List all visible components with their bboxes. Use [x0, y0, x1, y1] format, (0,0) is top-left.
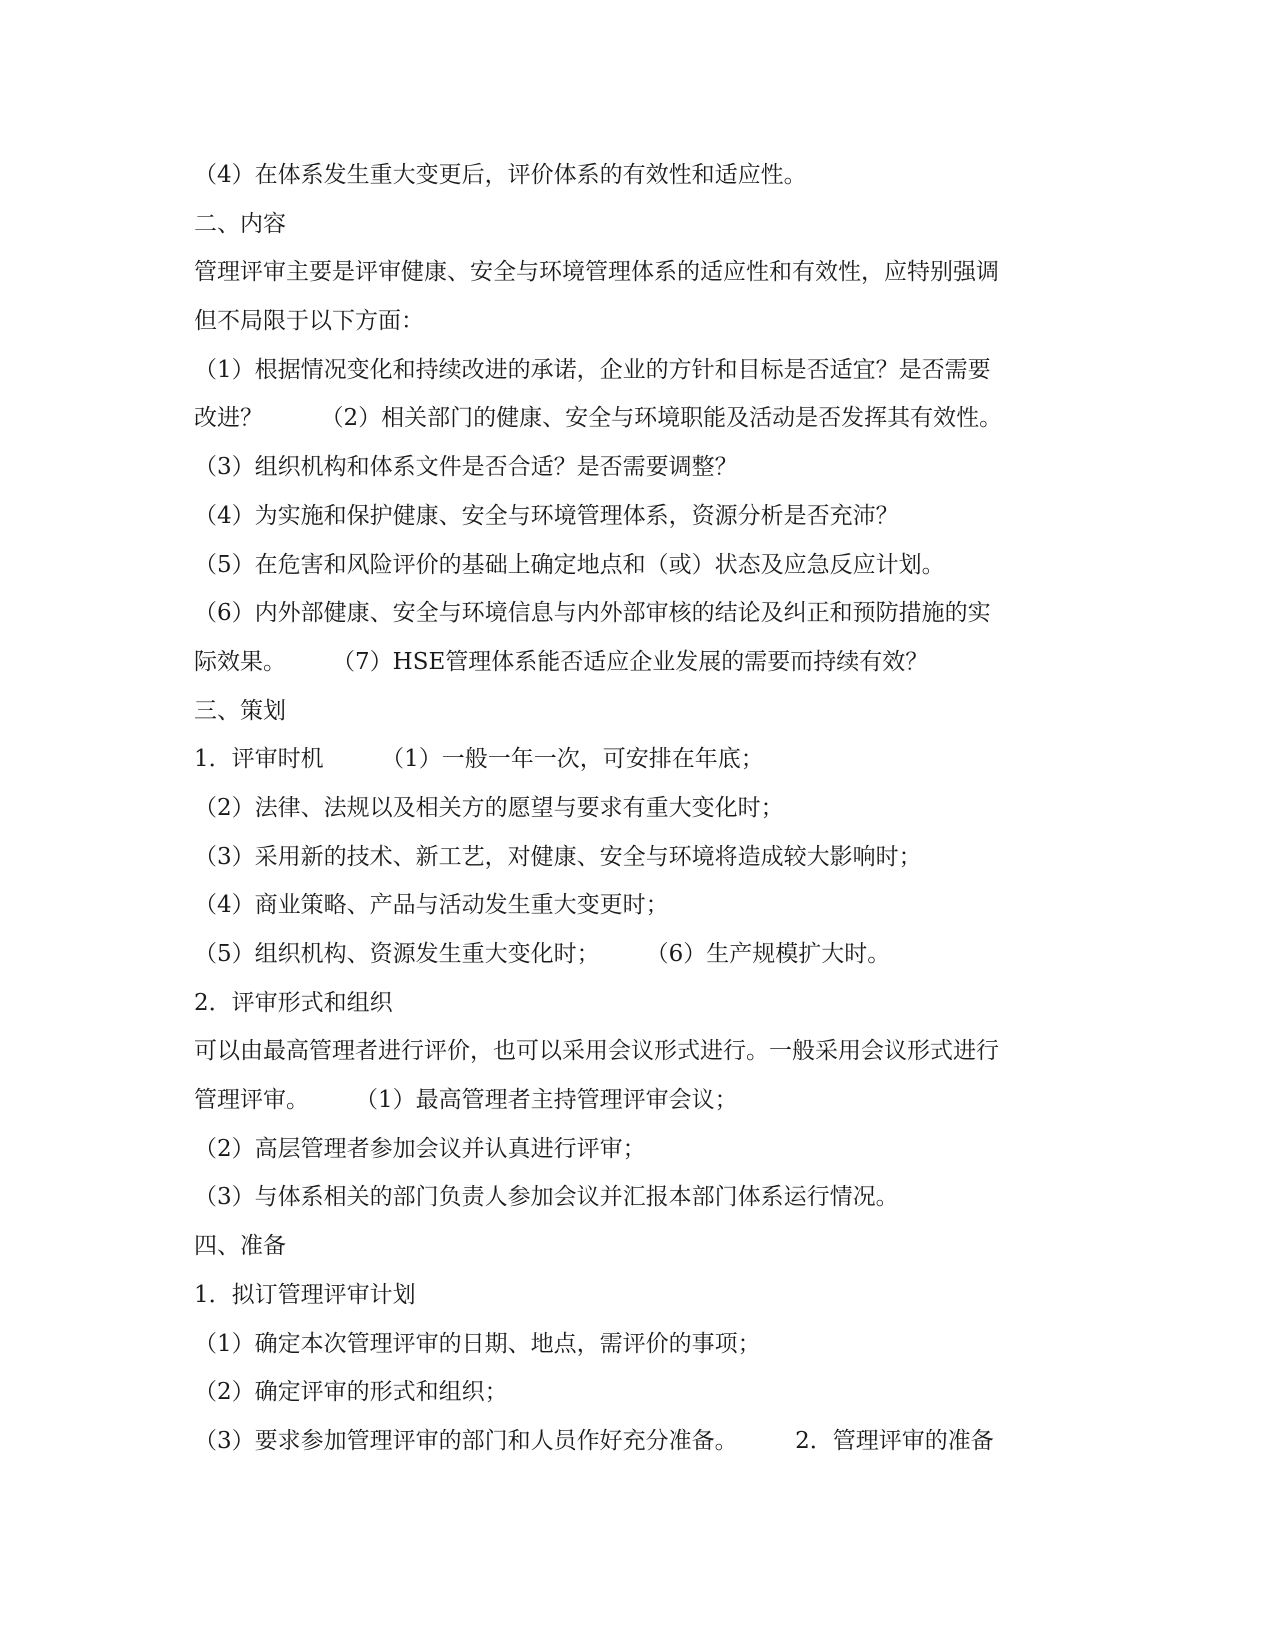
- text-line-8: （4）为实施和保护健康、安全与环境管理体系，资源分析是否充沛？: [194, 502, 899, 529]
- section-heading-preparation: 四、准备: [194, 1233, 286, 1260]
- subheading-review-plan: 1．拟订管理评审计划: [194, 1281, 416, 1308]
- text-line-4: 但不局限于以下方面：: [194, 308, 424, 335]
- text-line-7: （3）组织机构和体系文件是否合适？是否需要调整？: [194, 454, 738, 481]
- text-line-9: （5）在危害和风险评价的基础上确定地点和（或）状态及应急反应计划。: [194, 551, 945, 578]
- text-line-14: （2）法律、法规以及相关方的愿望与要求有重大变化时；: [194, 794, 784, 821]
- text-line-10: （6）内外部健康、安全与环境信息与内外部审核的结论及纠正和预防措施的实: [194, 600, 991, 627]
- text-line-22: （3）与体系相关的部门负责人参加会议并汇报本部门体系运行情况。: [194, 1184, 899, 1211]
- text-line-13: 1．评审时机 （1）一般一年一次，可安排在年底；: [194, 746, 764, 773]
- text-line-19: 可以由最高管理者进行评价，也可以采用会议形式进行。一般采用会议形式进行: [194, 1038, 999, 1065]
- document-body: [194, 151, 1074, 1466]
- text-line-27: （3）要求参加管理评审的部门和人员作好充分准备。 2．管理评审的准备: [194, 1427, 994, 1454]
- text-line-6: 改进？ （2）相关部门的健康、安全与环境职能及活动是否发挥其有效性。: [194, 405, 1003, 432]
- text-line-26: （2）确定评审的形式和组织；: [194, 1379, 508, 1406]
- text-line-5: （1）根据情况变化和持续改进的承诺，企业的方针和目标是否适宜？是否需要: [194, 356, 991, 383]
- text-line-25: （1）确定本次管理评审的日期、地点，需评价的事项；: [194, 1330, 761, 1357]
- section-heading-planning: 三、策划: [194, 697, 286, 724]
- text-line-1: （4）在体系发生重大变更后，评价体系的有效性和适应性。: [194, 162, 807, 188]
- text-line-17: （5）组织机构、资源发生重大变化时； （6）生产规模扩大时。: [194, 941, 891, 967]
- text-line-11: 际效果。 （7）HSE管理体系能否适应企业发展的需要而持续有效？: [194, 648, 929, 675]
- text-line-21: （2）高层管理者参加会议并认真进行评审；: [194, 1135, 646, 1162]
- text-line-20: 管理评审。 （1）最高管理者主持管理评审会议；: [194, 1087, 738, 1114]
- subheading-review-form: 2．评审形式和组织: [194, 989, 393, 1016]
- text-line-15: （3）采用新的技术、新工艺，对健康、安全与环境将造成较大影响时；: [194, 843, 922, 870]
- text-line-3: 管理评审主要是评审健康、安全与环境管理体系的适应性和有效性，应特别强调: [194, 259, 999, 286]
- section-heading-content: 二、内容: [194, 210, 286, 237]
- text-line-16: （4）商业策略、产品与活动发生重大变更时；: [194, 892, 669, 919]
